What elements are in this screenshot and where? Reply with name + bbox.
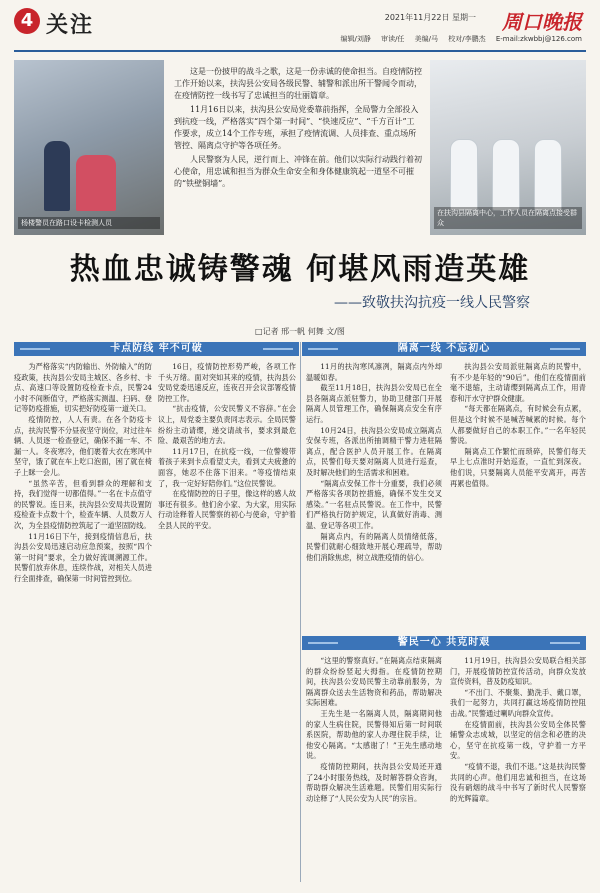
medic-figure: [534, 139, 562, 211]
police-figure: [44, 141, 70, 211]
paragraph: 疫情防控期间，扶沟县公安局还开通了24小时服务热线，及时解答群众咨询，帮助群众解决生活难题。民警们用实际行动诠释了“人民公安为人民”的宗旨。: [306, 761, 442, 803]
photo-caption-left: 杨楼警员在路口设卡检测人员: [18, 217, 160, 229]
section-banner-checkpoint: 卡点防线 牢不可破: [14, 342, 299, 356]
paragraph: 隔离点内，有的隔离人员情绪低落，民警们就耐心细致地开展心理疏导，帮助他们消除焦虑，树立战胜疫情的信心。: [306, 531, 442, 562]
paragraph: 疫情防控，人人有责。在各个防疫卡点，扶沟民警不分昼夜坚守岗位，对过往车辆、人员逐一检查登记，确保不漏一车、不漏一人。冬夜寒冷，他们裹着大衣在寒风中坚守，饿了就在车上吃口泡面，困了就在椅子上眯一会儿。: [14, 414, 152, 477]
article-column: [14, 362, 152, 884]
newspaper-logo: 周口晚报: [502, 10, 582, 34]
medic-figure: [492, 139, 520, 211]
proofreader: 审读/任: [381, 35, 405, 43]
paragraph: 11月的扶沟寒风凛冽，隔离点内外却温暖如春。: [306, 362, 442, 382]
paragraph: 11月19日，扶沟县公安局联合相关部门，开展疫情防控宣传活动，向群众发放宣传资料，普及防疫知识。: [450, 656, 586, 687]
designer: 美编/马: [414, 35, 439, 43]
subtitle: ——致敬扶沟抗疫一线人民警察: [334, 295, 530, 311]
paragraph: “不出门、不聚集、勤洗手、戴口罩，我们一起努力，共同打赢这场疫情防控阻击战。”民警通过喇叭向群众宣传。: [450, 687, 586, 718]
paragraph: 为严格落实“内防输出、外防输入”的防疫政策，扶沟县公安局主城区、各乡村、卡点、高速口等设置防疫检查卡点，民警24小时不间断值守，严格落实测温、扫码、登记等防疫措施，切实把好防疫第一道关口。: [14, 362, 152, 414]
paragraph: 隔离点工作繁忙而琐碎，民警们每天早上七点准时开始巡查，一直忙到深夜。他们说，只要隔离人员能平安离开，再苦再累也值得。: [450, 446, 586, 488]
paragraph: 11月16日下午，接到疫情信息后，扶沟县公安局迅速启动应急预案，按照“四个第一时间”要求，全力做好流调溯源工作。民警们放弃休息，连续作战，对相关人员进行全面排查，确保第一时间管控到位。: [14, 531, 152, 583]
column-divider: [300, 342, 301, 882]
citizen-figure: [76, 155, 116, 211]
photo-quarantine: [430, 60, 586, 235]
section-banner-quarantine: 隔离一线 不忘初心: [302, 342, 586, 356]
paragraph: 11月17日，在抗疫一线，一位警嫂带着孩子来到卡点看望丈夫，看到丈夫疲惫的面容，她忍不住落下泪来。“等疫情结束了，我一定好好陪你们。”这位民警说。: [158, 446, 296, 488]
date-line: 2021年11月22日 星期一: [384, 13, 476, 22]
page-header: [14, 6, 586, 52]
paragraph: 16日，疫情防控形势严峻，各项工作千头万绪。面对突如其来的疫情，扶沟县公安局党委迅速反应，连夜召开会议部署疫情防控工作。: [158, 362, 296, 403]
intro-paragraph: 11月16日以来，扶沟县公安局党委靠前指挥，全局警力全部投入到抗疫一线，严格落实“四个第一时间”、“快速反应”、“千方百计”工作要求，成立14个工作专班，承担了疫情流调、人员排查、重点场所管控、隔离点守护等各项任务。: [174, 105, 419, 150]
article-column: [306, 362, 442, 630]
paragraph: “每天都在隔离点，有时候会有点累，但是这个时候不是喊苦喊累的时候。每个人都要做好自己的本职工作。”一名年轻民警说。: [450, 404, 586, 446]
page-number: 4: [14, 8, 40, 34]
paragraph: 扶沟县公安局派驻隔离点的民警中，有不少是年轻的“90后”。他们在疫情面前毫不退缩，主动请缨到隔离点工作，用青春和汗水守护群众健康。: [450, 362, 586, 403]
checker: 校对/李鹏杰: [448, 35, 486, 43]
paragraph: 在疫情面前，扶沟县公安局全体民警辅警众志成城，以坚定的信念和必胜的决心，坚守在抗疫第一线，守护着一方平安。: [450, 719, 586, 761]
photo-checkpoint: [14, 60, 164, 235]
paragraph: “隔离点安保工作十分重要，我们必须严格落实各项防控措施，确保不发生交叉感染。”一名驻点民警说。在工作中，民警们严格执行防护规定，认真做好消毒、测温、登记等各项工作。: [306, 478, 442, 530]
section-banner-cooperation: 警民一心 共克时艰: [302, 636, 586, 650]
article-column: [450, 362, 586, 630]
byline: □记者 邢一帆 何舞 文/图: [255, 327, 345, 336]
paragraph: “虽然辛苦，但看到群众的理解和支持，我们觉得一切都值得。”一名在卡点值守的民警说。连日来，扶沟县公安局共设置防疫检查卡点数十个，检查车辆、人员数万人次，为全县疫情防控筑起了一道坚固防线。: [14, 478, 152, 530]
paragraph: “疫情不退，我们不退。”这是扶沟民警共同的心声。他们用忠诚和担当，在这场没有硝烟的战斗中书写了新时代人民警察的光辉篇章。: [450, 761, 586, 803]
article-column: [158, 362, 296, 884]
editor: 编辑/刘静: [340, 35, 371, 43]
intro-text: [174, 66, 422, 192]
section-title: 关注: [46, 12, 95, 38]
paragraph: “抗击疫情，公安民警义不容辞。”在会议上，局党委主要负责同志表示。全局民警纷纷主动请缨，递交请战书，要求到最危险、最艰苦的地方去。: [158, 404, 296, 446]
medic-figure: [450, 139, 478, 211]
headline: 热血忠诚铸警魂 何堪风雨造英雄: [69, 252, 531, 287]
photo-caption-right: 在扶沟县隔离中心，工作人员在隔离点接受群众: [434, 207, 582, 229]
paragraph: “这里的警察真好。”在隔离点结束隔离的群众纷纷竖起大拇指。在疫情防控期间，扶沟县公安局民警主动靠前服务，为隔离群众送去生活物资和药品，帮助解决实际困难。: [306, 656, 442, 708]
staff-line: [332, 34, 582, 44]
paragraph: 截至11月18日，扶沟县公安局已在全县各隔离点派驻警力，协助卫健部门开展隔离人员管理工作，确保隔离点安全有序运行。: [306, 383, 442, 424]
paragraph: 在疫情防控的日子里，像这样的感人故事还有很多。他们舍小家、为大家，用实际行动诠释着人民警察的初心与使命，守护着全县人民的平安。: [158, 489, 296, 530]
paragraph: 王先生是一名隔离人员，隔离期间他的家人生病住院，民警得知后第一时间联系医院，帮助他的家人办理住院手续，让他安心隔离。“太感谢了！”王先生感动地说。: [306, 708, 442, 761]
paragraph: 10月24日，扶沟县公安局成立隔离点安保专班，各派出所抽调精干警力进驻隔离点，配合医护人员开展工作。在隔离点，民警们每天要对隔离人员进行巡查，及时解决他们的生活需求和困难。: [306, 425, 442, 477]
email: E-mail:zkwbbj@126.com: [495, 35, 582, 43]
intro-paragraph: 人民警察为人民，逆行而上、冲锋在前。他们以实际行动践行着初心使命，用忠诚和担当为群众生命安全和身体健康筑起一道坚不可摧的“铁壁铜墙”。: [174, 155, 422, 188]
intro-paragraph: 这是一份披甲的战斗之歌，这是一份赤诚的使命担当。自疫情防控工作开始以来，扶沟县公安局各级民警、辅警和派出所干警闻令而动，在疫情防控一线书写了忠诚担当的壮丽篇章。: [174, 67, 422, 100]
article-column: [306, 656, 442, 884]
article-column: [450, 656, 586, 884]
